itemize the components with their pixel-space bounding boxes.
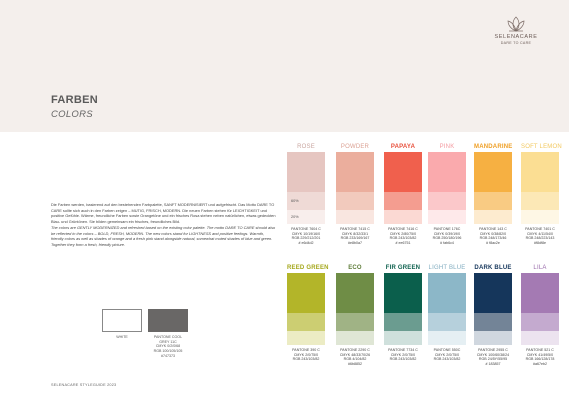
swatch-tone-bar	[474, 273, 512, 345]
tone-full	[521, 152, 559, 192]
swatch-specs: PANTONE 550C CMYK 2/0/75/0 RGB 243/103/82	[433, 348, 461, 362]
swatch-name: LILA	[533, 265, 547, 271]
color-swatch	[384, 142, 422, 246]
color-swatch	[287, 142, 325, 246]
swatch-tone-bar	[521, 152, 559, 224]
neutral-color-box	[148, 309, 188, 332]
color-swatch	[521, 263, 559, 367]
tone-20	[474, 331, 512, 345]
swatch-name: PAPAYA	[390, 144, 416, 150]
swatch-tone-bar	[384, 273, 422, 345]
swatch-specs: PANTONE 521 C CMYK 41/49/5/0 RGB 166/128/178 #a67eb2	[525, 348, 555, 367]
tone-60	[384, 192, 422, 210]
tone-60	[428, 192, 466, 210]
color-swatch	[474, 263, 512, 367]
tone-20	[521, 331, 559, 345]
tone-20	[521, 210, 559, 224]
swatch-name: POWDER	[340, 144, 370, 150]
tone-60	[336, 192, 374, 210]
tone-full	[287, 152, 325, 192]
swatch-specs: PANTONE 7734 C CMYK 2/0/75/0 RGB 243/103/82	[388, 348, 418, 362]
swatch-name: ROSE	[297, 144, 315, 150]
swatch-tone-bar	[336, 152, 374, 224]
swatch-tone-bar	[474, 152, 512, 224]
swatch-specs: PANTONE 390 C CMYK 2/0/75/0 RGB 243/103/82	[292, 348, 320, 362]
swatch-tone-bar	[336, 273, 374, 345]
page-title: FARBEN	[51, 94, 99, 106]
swatch-tone-bar	[428, 273, 466, 345]
tone-full	[428, 273, 466, 313]
tint-label: 60%	[291, 199, 299, 203]
page-subtitle: COLORS	[51, 109, 93, 120]
color-swatch	[521, 142, 562, 246]
tone-20	[384, 210, 422, 224]
tone-full	[474, 273, 512, 313]
body-text-english: The colors are GENTLY MODERNIZED and refreshed based on the existing color palette. The motto DARE TO CARE should also be reflected in the colors – BOLD, FRESH, MODERN. The new colors stand for LIGHTNESS and positive feelings. Warmth, friendly colors as well as shades of orange and a fresh pink stand alongside natural, somewhat muted shades of blue and green. Together they form a fresh, friendly picture.	[51, 225, 276, 247]
tone-full	[287, 273, 325, 313]
tone-20	[428, 331, 466, 345]
swatch-name: MANDARINE	[474, 144, 513, 150]
swatch-name: PINK	[439, 144, 455, 150]
color-swatch	[384, 263, 422, 362]
swatch-name: REED GREEN	[287, 265, 329, 271]
tone-20	[428, 210, 466, 224]
body-text-german: Die Farben werden, basierend auf den bestehenden Farbpalette, SANFT MODERNISIERT und aufgefrischt. Das Motto DARE TO CARE sollte sich auch in den Farben zeigen – MUTIG, FRISCH, MODERN. Die neuen Farben stehen für LEICHTIGKEIT und positive Gefühle. Wärme, freundliche Farben sowie Orangetöne und ein frisches Rosa stehen neben natürlichen, etwas gedeckten Blau- und Grüntönen. Sie bilden gemeinsam ein frisches, freundliches Bild.	[51, 202, 276, 224]
swatch-tone-bar	[428, 152, 466, 224]
tone-60	[521, 192, 559, 210]
tone-60	[428, 313, 466, 331]
swatch-specs: PANTONE 2955 C CMYK 100/60/38/24 RGB 24/5Y/55/95 # 183857	[476, 348, 510, 367]
hero-band	[0, 0, 569, 132]
color-swatch	[474, 142, 512, 246]
neutral-caption: WHITE	[116, 335, 128, 339]
swatch-specs: PANTONE 2290 C CMYK 48/33/70/26 RGB 4/104/82 #6b8852	[339, 348, 371, 367]
color-swatch	[287, 263, 329, 362]
swatch-specs: PANTONE 143 C CMYK 0/38/82/0 RGB 248/173/46 # f8ac2e	[479, 227, 507, 246]
neutral-swatch-grey	[148, 309, 188, 358]
tone-20	[287, 331, 325, 345]
tone-60	[384, 313, 422, 331]
tone-60	[287, 313, 325, 331]
swatch-specs: PANTONE 176C CMYK 0/39/19/0 RGB 250/180/196 # fab6c4	[432, 227, 462, 246]
tone-full	[336, 152, 374, 192]
tone-60	[474, 313, 512, 331]
swatch-name: LIGHT BLUE	[428, 265, 466, 271]
tone-60	[336, 313, 374, 331]
swatch-specs: PANTONE 7401 C CMYK 4/11/54/0 RGB 248/223/143 #f8df8e	[525, 227, 555, 246]
neutral-caption: PANTONE COOL GREY 11C CMYK 0/2/0/68 RGB 100/105/105 #747373	[153, 335, 183, 358]
neutral-swatch-white	[102, 309, 142, 340]
tone-full	[521, 273, 559, 313]
swatch-specs: PANTONE 7416 C CMYK 2/80/75/0 RGB 243/103/82 # ee6751	[388, 227, 418, 246]
swatch-name: DARK BLUE	[474, 265, 512, 271]
swatch-tone-bar	[287, 273, 325, 345]
swatch-name: ECO	[348, 265, 362, 271]
tone-20	[384, 331, 422, 345]
tone-full	[336, 273, 374, 313]
color-swatch	[336, 142, 374, 246]
tone-full	[428, 152, 466, 192]
tone-60	[474, 192, 512, 210]
brand-logo	[490, 15, 542, 45]
tone-full	[384, 152, 422, 192]
color-swatch	[428, 263, 466, 362]
brand-tagline: DARE TO CARE	[500, 41, 532, 45]
swatch-name: FIR GREEN	[385, 265, 421, 271]
tone-20	[336, 331, 374, 345]
neutral-color-box	[102, 309, 142, 332]
tone-60	[521, 313, 559, 331]
tone-20	[287, 210, 325, 224]
footer-text: SELENACARE STYLEGUIDE 2023	[51, 383, 117, 387]
tone-60	[287, 192, 325, 210]
tint-label: 20%	[291, 215, 299, 219]
swatch-tone-bar	[521, 273, 559, 345]
tone-full	[474, 152, 512, 192]
color-swatch	[428, 142, 466, 246]
swatch-tone-bar	[287, 152, 325, 224]
lotus-icon	[506, 15, 526, 33]
tone-full	[384, 273, 422, 313]
brand-name: SELENACARE	[494, 34, 538, 40]
swatch-specs: PANTONE 7415 C CMYK 8/32/33/1 RGB 233/169/167 #e8b0a7	[340, 227, 370, 246]
tone-20	[474, 210, 512, 224]
swatch-specs: PANTONE 7604 C CMYK 10/19/16/0 RGB 229/212/201 # e6d4d2	[291, 227, 321, 246]
tone-20	[336, 210, 374, 224]
color-swatch	[336, 263, 374, 367]
swatch-name: SOFT LEMON	[521, 144, 562, 150]
swatch-tone-bar	[384, 152, 422, 224]
